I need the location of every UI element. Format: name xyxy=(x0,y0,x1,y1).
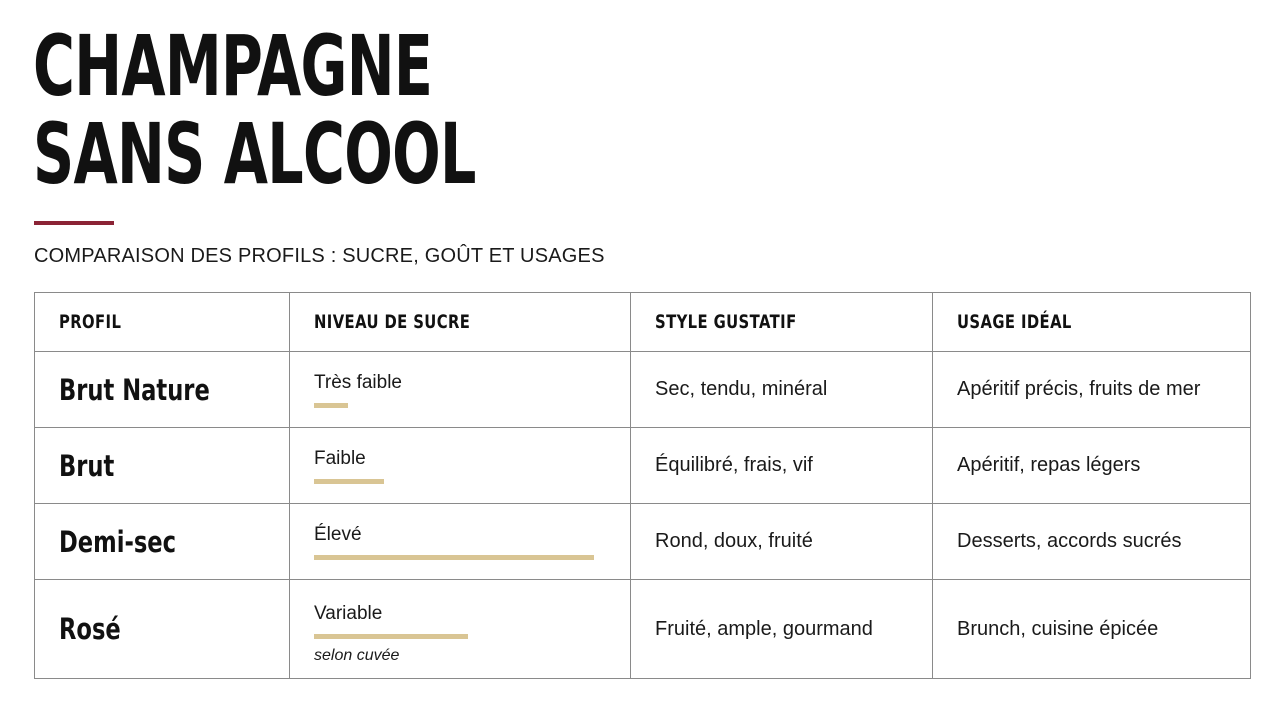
sugar-cell xyxy=(290,580,631,679)
usage-cell: Apéritif précis, fruits de mer xyxy=(933,352,1251,428)
sugar-cell xyxy=(290,504,631,580)
sugar-track xyxy=(314,634,594,639)
sugar-level-bar xyxy=(314,479,384,484)
sugar-level-bar xyxy=(314,403,348,408)
profiles-table xyxy=(34,292,1251,679)
profile-cell: Brut Nature xyxy=(35,352,290,428)
usage-cell: Apéritif, repas légers xyxy=(933,428,1251,504)
style-cell: Équilibré, frais, vif xyxy=(631,428,933,504)
sugar-label: Très faible xyxy=(314,371,402,393)
column-header-usage-ideal: USAGE IDÉAL xyxy=(933,293,1251,352)
column-header-niveau-de-sucre: NIVEAU DE SUCRE xyxy=(290,293,631,352)
profile-cell: Demi-sec xyxy=(35,504,290,580)
sugar-note: selon cuvée xyxy=(314,646,400,664)
sugar-label: Faible xyxy=(314,447,366,469)
profile-cell: Brut xyxy=(35,428,290,504)
style-cell: Fruité, ample, gourmand xyxy=(631,580,933,679)
sugar-cell xyxy=(290,428,631,504)
sugar-label: Variable xyxy=(314,602,383,624)
table-row xyxy=(35,428,1251,504)
sugar-level-bar xyxy=(314,634,468,639)
table-row xyxy=(35,580,1251,679)
profile-cell: Rosé xyxy=(35,580,290,679)
title-line-1: CHAMPAGNE xyxy=(33,17,433,115)
style-cell: Rond, doux, fruité xyxy=(631,504,933,580)
page-subtitle: COMPARAISON DES PROFILS : SUCRE, GOÛT ET USAGES xyxy=(34,245,605,267)
column-header-style-gustatif: STYLE GUSTATIF xyxy=(631,293,933,352)
sugar-track xyxy=(314,479,594,484)
sugar-level-bar xyxy=(314,555,594,560)
sugar-label: Élevé xyxy=(314,523,362,545)
accent-rule xyxy=(34,221,114,225)
usage-cell: Brunch, cuisine épicée xyxy=(933,580,1251,679)
usage-cell: Desserts, accords sucrés xyxy=(933,504,1251,580)
sugar-cell xyxy=(290,352,631,428)
sugar-track xyxy=(314,403,594,408)
table-header-row xyxy=(35,293,1251,352)
table-row xyxy=(35,352,1251,428)
style-cell: Sec, tendu, minéral xyxy=(631,352,933,428)
column-header-profil: PROFIL xyxy=(35,293,290,352)
title-line-2: SANS ALCOOL xyxy=(33,105,476,203)
table-row xyxy=(35,504,1251,580)
sugar-track xyxy=(314,555,594,560)
page-title xyxy=(33,17,476,203)
